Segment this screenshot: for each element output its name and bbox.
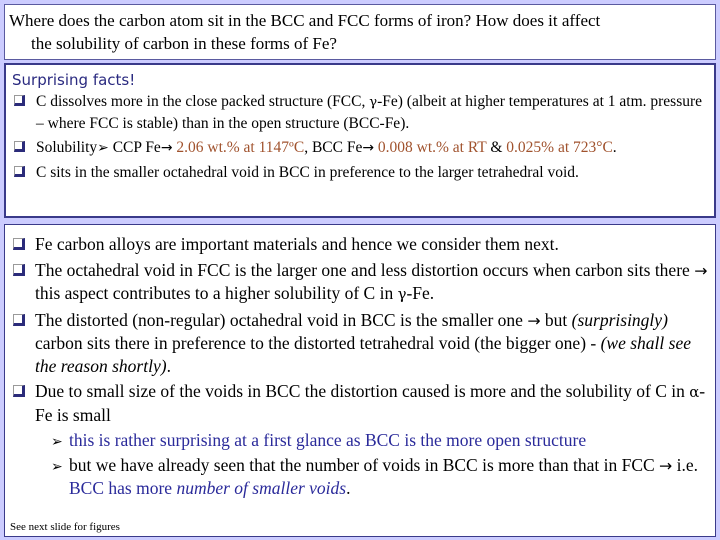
surprising-facts-panel bbox=[4, 63, 716, 218]
checkbox-bullet-icon bbox=[11, 233, 35, 256]
fact-item bbox=[12, 162, 708, 183]
checkbox-bullet-icon bbox=[12, 137, 36, 159]
checkbox-bullet-icon bbox=[11, 259, 35, 306]
title-line-2: the solubility of carbon in these forms of Fe? bbox=[31, 34, 337, 53]
note-item bbox=[11, 233, 709, 256]
footnote: See next slide for figures bbox=[10, 521, 120, 533]
title-line-1: Where does the carbon atom sit in the BCC and FCC forms of iron? How does it affect bbox=[9, 11, 601, 30]
note-text: The distorted (non-regular) octahedral void in BCC is the smaller one → but (surprisingly) carbon sits there in preference to the distorted tetrahedral void (the bigger one) - (we shall see the reason shortly). bbox=[35, 309, 692, 376]
pointer-arrow-icon: ➢ bbox=[51, 434, 63, 450]
checkbox-bullet-icon bbox=[12, 162, 36, 183]
right-arrow-icon: → bbox=[694, 260, 708, 280]
right-arrow-icon: → bbox=[659, 455, 673, 475]
checkbox-bullet-icon bbox=[12, 91, 36, 134]
note-item bbox=[11, 309, 709, 378]
fact-item bbox=[12, 91, 708, 134]
note-text: The octahedral void in FCC is the larger one and less distortion occurs when carbon sits there → this aspect contributes to a higher solubility of C in γ-Fe. bbox=[35, 259, 708, 303]
fact-text: C sits in the smaller octahedral void in BCC in preference to the larger tetrahedral void. bbox=[36, 164, 579, 181]
slide-title bbox=[4, 4, 716, 60]
sub-note-text: this is rather surprising at a first glance as BCC is the more open structure bbox=[69, 430, 587, 450]
right-arrow-icon: → bbox=[362, 140, 375, 156]
fact-text: Solubility➢ CCP Fe→ 2.06 wt.% at 1147ºC, BCC Fe→ 0.008 wt.% at RT & 0.025% at 723°C. bbox=[36, 139, 617, 156]
notes-panel bbox=[4, 224, 716, 537]
facts-heading: Surprising facts! bbox=[12, 71, 136, 89]
note-item bbox=[11, 259, 709, 306]
pointer-arrow-icon: ➢ bbox=[97, 140, 109, 156]
note-text: Fe carbon alloys are important materials and hence we consider them next. bbox=[35, 234, 559, 254]
note-text: Due to small size of the voids in BCC the distortion caused is more and the solubility of C in α-Fe is small bbox=[35, 381, 706, 425]
checkbox-bullet-icon bbox=[11, 309, 35, 378]
right-arrow-icon: → bbox=[527, 310, 541, 330]
checkbox-bullet-icon bbox=[11, 380, 35, 426]
note-item bbox=[11, 380, 709, 426]
fact-text: C dissolves more in the close packed structure (FCC, γ-Fe) (albeit at higher temperatures at 1 atm. pressure – where FCC is stable) than in the open structure (BCC-Fe). bbox=[36, 93, 703, 132]
sub-note-text: but we have already seen that the number of voids in BCC is more than that in FCC → i.e. BCC has more number of smaller voids. bbox=[69, 454, 699, 498]
pointer-arrow-icon: ➢ bbox=[51, 458, 63, 475]
fact-item bbox=[12, 137, 708, 159]
sub-note-item bbox=[11, 429, 709, 454]
right-arrow-icon: → bbox=[160, 140, 173, 156]
sub-note-item bbox=[11, 454, 709, 500]
